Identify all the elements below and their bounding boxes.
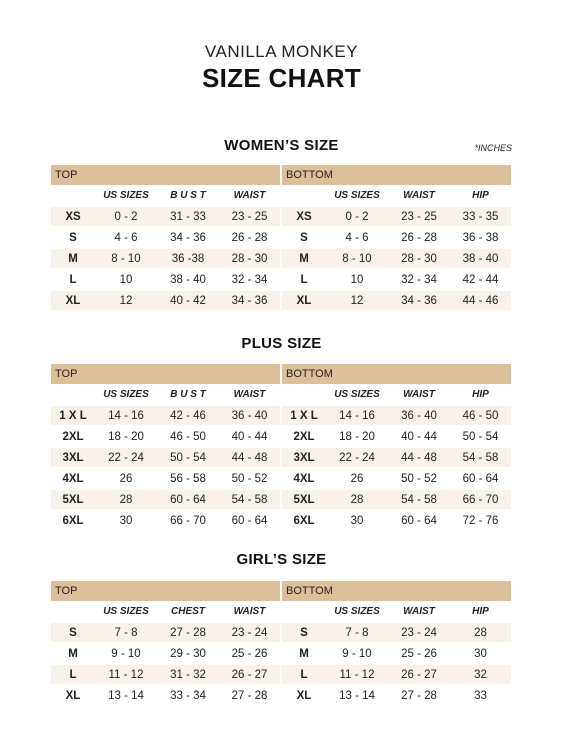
table-row [282,623,511,642]
size-label: 5XL [62,493,84,506]
column-header: B U S T [170,189,206,201]
table-cell: 26 - 28 [401,231,437,244]
column-header: US SIZES [334,189,380,201]
table-row [51,623,280,642]
table-row [51,249,280,268]
size-label: S [69,231,77,244]
plus-top-table [51,364,280,530]
table-cell: 28 [474,626,487,639]
size-label: S [300,231,308,244]
table-row [282,228,511,247]
table-cell: 28 - 30 [231,252,268,265]
column-header-row [51,601,280,621]
size-label: S [69,626,77,639]
table-cell: 18 - 20 [108,430,144,443]
table-row [282,686,511,705]
table-cell: 31 - 32 [170,668,206,681]
column-header: WAIST [233,189,266,201]
table-cell: 46 - 50 [462,409,499,422]
table-label: TOP [51,364,280,384]
table-cell: 33 [474,689,487,702]
size-label: 5XL [293,493,315,506]
column-header: US SIZES [334,388,380,400]
table-cell: 10 [350,273,364,286]
table-cell: 25 - 26 [401,647,437,660]
table-cell: 11 - 12 [108,668,144,681]
size-label: 6XL [62,514,84,527]
size-label: 4XL [293,472,315,485]
table-cell: 36 - 40 [231,409,268,422]
size-label: XL [65,689,81,702]
table-cell: 4 - 6 [114,231,138,244]
table-cell: 25 - 26 [231,647,268,660]
table-row [282,644,511,663]
table-cell: 7 - 8 [345,626,369,639]
table-cell: 60 - 64 [401,514,437,527]
table-row [282,427,511,446]
table-cell: 66 - 70 [462,493,499,506]
column-header: HIP [472,388,489,400]
table-cell: 32 - 34 [231,273,268,286]
size-label: 2XL [293,430,315,443]
table-cell: 36 - 40 [401,409,437,422]
size-label: M [68,647,78,660]
table-cell: 23 - 24 [231,626,268,639]
column-header-row [282,601,511,621]
table-cell: 44 - 48 [231,451,268,464]
table-cell: 44 - 48 [401,451,437,464]
table-cell: 34 - 36 [401,294,437,307]
table-cell: 50 - 52 [401,472,437,485]
size-label: 1 X L [59,409,87,422]
table-cell: 8 - 10 [111,252,141,265]
section-title-girls: GIRL’S SIZE [236,551,327,568]
table-row [282,207,511,226]
table-row [51,644,280,663]
table-cell: 26 - 27 [231,668,268,681]
table-cell: 40 - 44 [231,430,268,443]
column-header-row [282,384,511,404]
table-cell: 66 - 70 [170,514,206,527]
size-label: M [299,647,309,660]
column-header-row [51,384,280,404]
table-cell: 27 - 28 [231,689,268,702]
table-cell: 31 - 33 [170,210,206,223]
size-label: 1 X L [290,409,318,422]
size-label: 6XL [293,514,315,527]
table-cell: 33 - 35 [462,210,499,223]
column-header: WAIST [403,189,435,201]
table-row [282,270,511,289]
size-label: XL [296,689,312,702]
table-cell: 42 - 46 [170,409,206,422]
brand-name: VANILLA MONKEY [204,42,359,61]
size-label: 3XL [62,451,84,464]
column-header: CHEST [171,605,205,617]
table-cell: 4 - 6 [345,231,369,244]
womens-top-table [51,165,280,310]
column-header: WAIST [233,605,266,617]
size-label: L [300,273,308,286]
table-label: BOTTOM [282,364,511,384]
table-cell: 28 [350,493,364,506]
size-label: L [69,273,77,286]
size-label: S [300,626,308,639]
table-cell: 26 - 27 [401,668,437,681]
table-cell: 14 - 16 [339,409,375,422]
column-header-row [282,185,511,205]
table-cell: 50 - 54 [462,430,499,443]
table-cell: 0 - 2 [114,210,138,223]
table-label: BOTTOM [282,581,511,601]
table-row [282,291,511,310]
table-cell: 22 - 24 [339,451,375,464]
column-header: US SIZES [103,605,149,617]
size-label: L [69,668,77,681]
table-cell: 33 - 34 [170,689,206,702]
size-label: M [299,252,309,265]
girls-top-table [51,581,280,705]
section-title-womens: WOMEN’S SIZE [224,137,339,154]
column-header: US SIZES [103,189,149,201]
table-cell: 27 - 28 [401,689,437,702]
girls-bottom-table [282,581,511,705]
table-cell: 30 [350,514,364,527]
column-header: WAIST [233,388,266,400]
size-label: XS [65,210,81,223]
table-cell: 60 - 64 [462,472,499,485]
table-row [51,270,280,289]
table-cell: 40 - 42 [170,294,206,307]
column-header-row [51,185,280,205]
table-row [282,448,511,467]
table-cell: 12 [350,294,364,307]
table-row [282,665,511,684]
table-cell: 32 [474,668,487,681]
table-cell: 8 - 10 [342,252,372,265]
table-cell: 29 - 30 [170,647,206,660]
table-cell: 36 -38 [171,252,205,265]
table-cell: 28 - 30 [401,252,437,265]
table-cell: 18 - 20 [339,430,375,443]
table-row [51,427,280,446]
table-row [282,469,511,488]
section-title-plus: PLUS SIZE [241,335,322,352]
page-title: SIZE CHART [202,63,361,93]
table-cell: 14 - 16 [108,409,144,422]
table-cell: 23 - 25 [401,210,437,223]
table-cell: 10 [119,273,133,286]
table-cell: 13 - 14 [339,689,375,702]
table-row [51,291,280,310]
table-cell: 22 - 24 [108,451,144,464]
table-row [51,469,280,488]
table-cell: 38 - 40 [462,252,499,265]
table-cell: 54 - 58 [401,493,437,506]
table-cell: 23 - 25 [231,210,268,223]
table-row [282,490,511,509]
table-cell: 42 - 44 [462,273,499,286]
table-row [51,406,280,425]
table-row [51,665,280,684]
table-cell: 9 - 10 [342,647,372,660]
size-label: L [300,668,308,681]
table-row [51,207,280,226]
table-cell: 26 - 28 [231,231,268,244]
table-cell: 11 - 12 [339,668,375,681]
table-cell: 30 [119,514,133,527]
table-cell: 23 - 24 [401,626,437,639]
column-header: US SIZES [334,605,380,617]
column-header: B U S T [170,388,206,400]
table-cell: 26 [119,472,133,485]
table-cell: 34 - 36 [231,294,268,307]
table-cell: 30 [474,647,487,660]
table-cell: 54 - 58 [231,493,268,506]
table-cell: 13 - 14 [108,689,144,702]
table-row [51,686,280,705]
size-label: M [68,252,78,265]
table-cell: 50 - 54 [170,451,206,464]
table-cell: 72 - 76 [462,514,499,527]
table-cell: 26 [350,472,364,485]
column-header: HIP [472,189,489,201]
table-cell: 44 - 46 [462,294,499,307]
table-cell: 36 - 38 [462,231,499,244]
column-header: US SIZES [103,388,149,400]
column-header: HIP [472,605,489,617]
table-cell: 60 - 64 [170,493,206,506]
table-cell: 27 - 28 [170,626,206,639]
table-row [282,511,511,530]
size-label: 4XL [62,472,84,485]
table-cell: 28 [119,493,133,506]
table-label: TOP [51,581,280,601]
table-cell: 40 - 44 [401,430,437,443]
size-label: 2XL [62,430,84,443]
size-label: 3XL [293,451,315,464]
table-row [282,406,511,425]
column-header: WAIST [403,388,435,400]
plus-bottom-table [282,364,511,530]
table-cell: 56 - 58 [170,472,206,485]
table-cell: 12 [119,294,133,307]
units-note: *INCHES [474,143,512,153]
table-cell: 60 - 64 [231,514,268,527]
size-label: XL [65,294,81,307]
size-label: XS [296,210,312,223]
table-row [51,490,280,509]
table-row [51,511,280,530]
size-label: XL [296,294,312,307]
table-cell: 50 - 52 [231,472,268,485]
table-cell: 32 - 34 [401,273,437,286]
table-cell: 0 - 2 [345,210,369,223]
table-cell: 38 - 40 [170,273,206,286]
table-row [51,228,280,247]
table-cell: 54 - 58 [462,451,499,464]
table-label: BOTTOM [282,165,511,185]
table-label: TOP [51,165,280,185]
table-cell: 34 - 36 [170,231,206,244]
table-cell: 7 - 8 [114,626,138,639]
table-cell: 46 - 50 [170,430,206,443]
column-header: WAIST [403,605,435,617]
womens-bottom-table [282,165,511,310]
table-row [51,448,280,467]
table-cell: 9 - 10 [111,647,141,660]
table-row [282,249,511,268]
